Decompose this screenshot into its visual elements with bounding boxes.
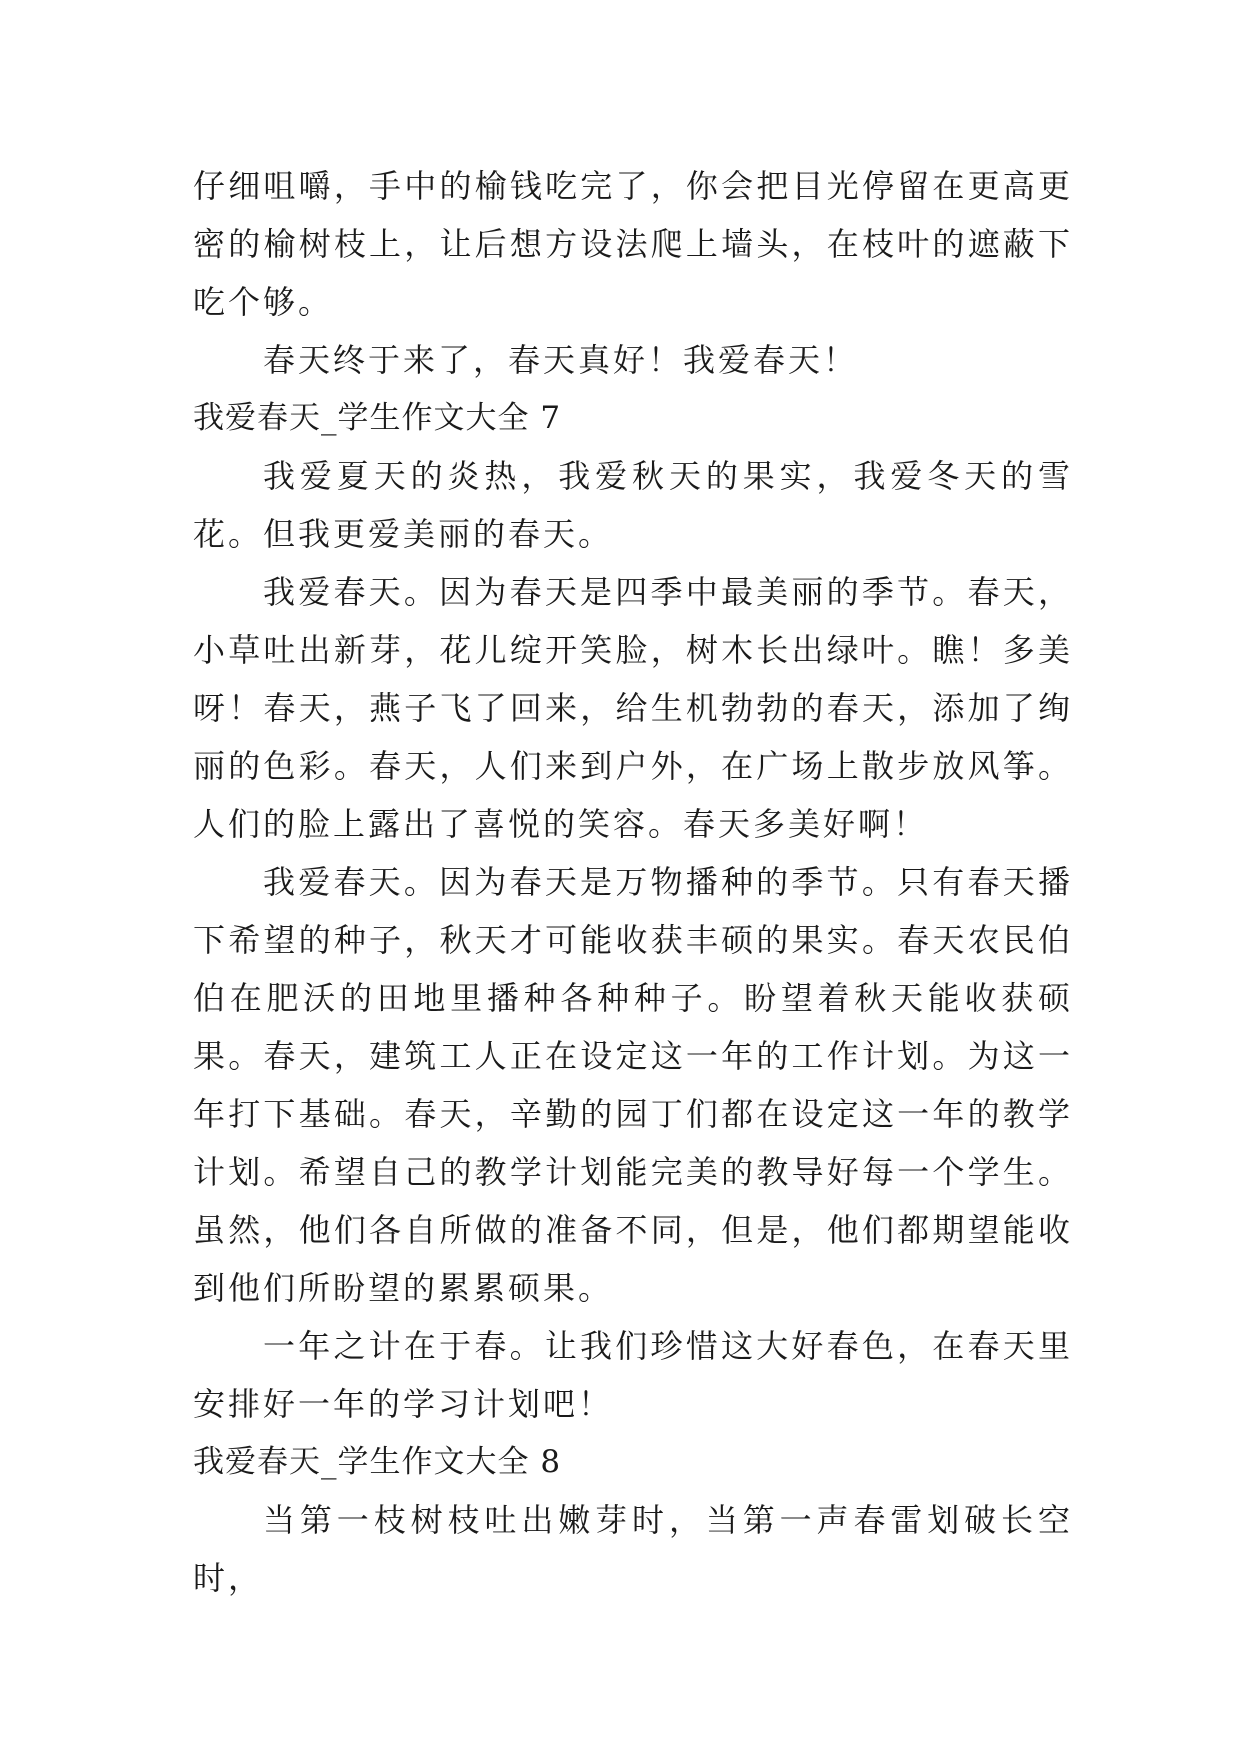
paragraph: 当第一枝树枝吐出嫩芽时，当第一声春雷划破长空时， bbox=[193, 1501, 1073, 1597]
paragraph: 我爱春天。因为春天是万物播种的季节。只有春天播下希望的种子，秋天才可能收获丰硕的果实。春天农民伯伯在肥沃的田地里播种各种种子。盼望着秋天能收获硕果。春天，建筑工人正在设定这一年的工作计划。为这一年打下基础。春天，辛勤的园丁们都在设定这一年的教学计划。希望自己的教学计划能完美的教导好每一个学生。虽然，他们各自所做的准备不同，但是，他们都期望能收到他们所盼望的累累硕果。 bbox=[193, 863, 1073, 1307]
paragraph: 春天终于来了，春天真好！我爱春天！ bbox=[263, 341, 859, 379]
section-heading: 我爱春天_学生作文大全 8 bbox=[193, 1444, 562, 1480]
document-body bbox=[193, 157, 1073, 1607]
paragraph: 我爱夏天的炎热，我爱秋天的果实，我爱冬天的雪花。但我更爱美丽的春天。 bbox=[193, 457, 1073, 553]
paragraph: 一年之计在于春。让我们珍惜这大好春色，在春天里安排好一年的学习计划吧！ bbox=[193, 1327, 1073, 1423]
section-heading: 我爱春天_学生作文大全 7 bbox=[193, 400, 562, 436]
paragraph: 我爱春天。因为春天是四季中最美丽的季节。春天，小草吐出新芽，花儿绽开笑脸，树木长出绿叶。瞧！多美呀！春天，燕子飞了回来，给生机勃勃的春天，添加了绚丽的色彩。春天，人们来到户外，在广场上散步放风筝。人们的脸上露出了喜悦的笑容。春天多美好啊！ bbox=[193, 573, 1073, 843]
paragraph: 仔细咀嚼，手中的榆钱吃完了，你会把目光停留在更高更密的榆树枝上，让后想方设法爬上墙头，在枝叶的遮蔽下吃个够。 bbox=[193, 167, 1073, 321]
